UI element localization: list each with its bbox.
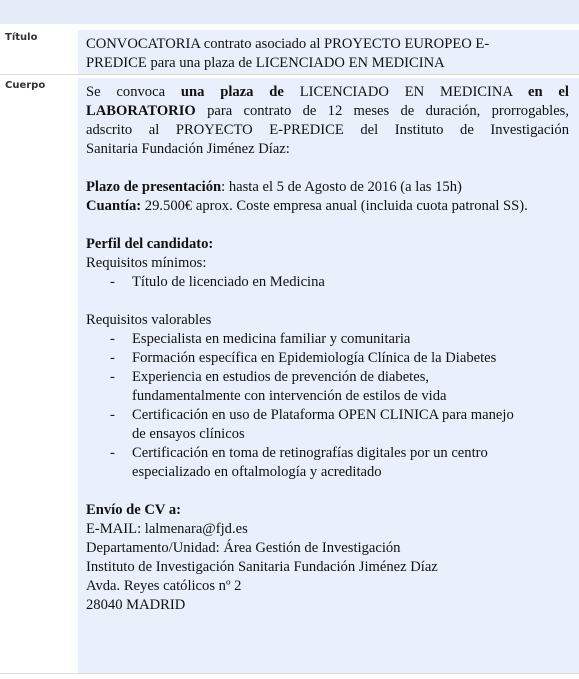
contact-department: Departamento/Unidad: Área Gestión de Investigación	[86, 540, 401, 556]
list-item: - Formación específica en Epidemiología Clínica de la Diabetes	[86, 349, 569, 368]
title-line: PREDICE para una plaza de LICENCIADO EN MEDICINA	[86, 55, 445, 71]
header-strip	[0, 0, 579, 24]
min-req-heading: Requisitos mínimos:	[86, 255, 207, 271]
contact-city: 28040 MADRID	[86, 597, 186, 613]
list-item: - Título de licenciado en Medicina	[86, 273, 569, 292]
body-field-value	[78, 78, 579, 673]
list-item: - Certificación en uso de Plataforma OPEN CLINICA para manejo de ensayos clínicos	[86, 406, 569, 444]
amount-value: 29.500€ aprox. Coste empresa anual (incluida cuota patronal SS).	[141, 198, 528, 214]
amount-line	[86, 197, 569, 216]
list-item: - Experiencia en estudios de prevención de diabetes, fundamentalmente con intervención de estilos de vida	[86, 368, 569, 406]
cv-heading: Envío de CV a:	[86, 502, 182, 518]
min-req-list	[86, 273, 569, 292]
contact-email: E-MAIL: lalmenara@fjd.es	[86, 521, 248, 537]
intro-line: Se convoca una plaza de LICENCIADO EN MEDICINA en el	[86, 84, 569, 100]
intro-line: adscrito al PROYECTO E-PREDICE del Instituto de Investigación	[86, 122, 569, 138]
intro-line: Sanitaria Fundación Jiménez Díaz:	[86, 141, 290, 157]
deadline-line	[86, 178, 569, 197]
title-field-value	[78, 30, 579, 74]
amount-label: Cuantía:	[86, 198, 142, 214]
bottom-divider	[0, 673, 579, 674]
list-item: - Certificación en toma de retinografías digitales por un centro especializado en oftalmología y acreditado	[86, 444, 569, 482]
deadline-value: : hasta el 5 de Agosto de 2016 (a las 15h)	[221, 179, 462, 195]
valued-heading: Requisitos valorables	[86, 312, 212, 328]
title-row	[0, 30, 579, 75]
contact-institute: Instituto de Investigación Sanitaria Fundación Jiménez Díaz	[86, 559, 438, 575]
deadline-label: Plazo de presentación	[86, 179, 222, 195]
body-field-label: Cuerpo	[5, 80, 46, 91]
title-field-label: Título	[5, 32, 38, 43]
list-item: - Especialista en medicina familiar y comunitaria	[86, 330, 569, 349]
body-row	[0, 78, 579, 673]
valued-list	[86, 330, 569, 482]
intro-line: LABORATORIO para contrato de 12 meses de duración, prorrogables,	[86, 103, 569, 119]
title-line: CONVOCATORIA contrato asociado al PROYECTO EUROPEO E-	[86, 36, 490, 52]
contact-street: Avda. Reyes católicos nº 2	[86, 578, 242, 594]
profile-heading: Perfil del candidato:	[86, 236, 214, 252]
